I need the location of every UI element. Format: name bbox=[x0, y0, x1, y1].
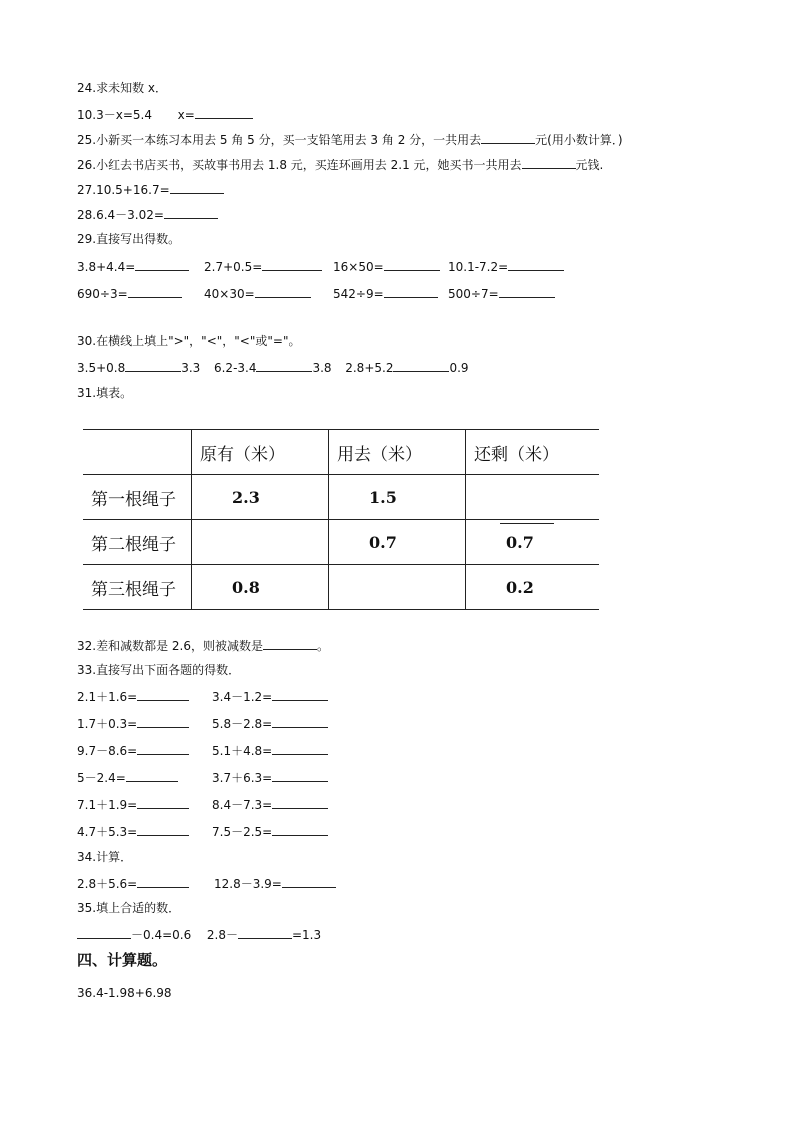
q31-title: 31.填表。 bbox=[77, 386, 133, 400]
q24-answer-blank[interactable] bbox=[195, 106, 253, 119]
q33-item: 3.7＋6.3= bbox=[212, 769, 328, 786]
q24-equation: 10.3－x=5.4 bbox=[77, 108, 152, 122]
q30-item-right: 0.9 bbox=[449, 361, 469, 375]
q36-text: 36.4-1.98+6.98 bbox=[77, 986, 172, 1000]
q32-answer-blank[interactable] bbox=[263, 637, 317, 650]
answer-blank[interactable] bbox=[135, 258, 189, 271]
q31-table bbox=[83, 429, 599, 610]
q30-item-right: 3.8 bbox=[312, 361, 332, 375]
q30-item-left: 2.8+5.2 bbox=[345, 361, 394, 375]
answer-blank[interactable] bbox=[137, 875, 189, 888]
q30-compare-blank[interactable] bbox=[393, 359, 449, 372]
q30-item-left: 3.5+0.8 bbox=[77, 361, 126, 375]
q29-title: 29.直接写出得数。 bbox=[77, 232, 181, 246]
q24-title: 24.求未知数 x． bbox=[77, 81, 168, 95]
answer-blank[interactable] bbox=[272, 715, 328, 728]
answer-blank[interactable] bbox=[282, 875, 336, 888]
table-cell: 0.7 bbox=[466, 520, 600, 565]
answer-blank[interactable] bbox=[508, 258, 564, 271]
q33-title: 33.直接写出下面各题的得数． bbox=[77, 663, 241, 677]
table-cell: 0.2 bbox=[466, 565, 600, 610]
q35-title: 35.填上合适的数． bbox=[77, 901, 181, 915]
q30-item-left: 6.2-3.4 bbox=[213, 361, 257, 375]
answer-blank[interactable] bbox=[137, 715, 189, 728]
q30-title: 30.在横线上填上">"，"<"，"<"或"="。 bbox=[77, 334, 301, 348]
table-cell: 2.3 bbox=[192, 475, 329, 520]
answer-blank[interactable] bbox=[272, 742, 328, 755]
q26-answer-blank[interactable] bbox=[522, 156, 576, 169]
answer-blank[interactable] bbox=[137, 742, 189, 755]
q26-line bbox=[77, 156, 603, 173]
answer-blank[interactable] bbox=[272, 688, 328, 701]
q32-text: 32.差和减数都是 2.6，则被减数是 bbox=[77, 639, 263, 653]
table-row bbox=[83, 520, 599, 565]
answer-blank[interactable] bbox=[499, 285, 555, 298]
table-header-cell: 用去（米） bbox=[329, 430, 466, 475]
q27-answer-blank[interactable] bbox=[170, 181, 224, 194]
table-cell: 1.5 bbox=[329, 475, 466, 520]
answer-blank[interactable] bbox=[384, 258, 440, 271]
q33-item: 3.4－1.2= bbox=[212, 688, 328, 705]
q33-item: 1.7＋0.3= bbox=[77, 715, 189, 732]
table-cell: 0.7 bbox=[329, 520, 466, 565]
q24-answer-prefix: x= bbox=[177, 108, 195, 122]
table-header-cell bbox=[83, 430, 192, 475]
q29-item: 3.8+4.4= bbox=[77, 258, 189, 275]
q29-item: 542÷9= bbox=[333, 285, 438, 302]
q26-text: 26.小红去书店买书，买故事书用去 1.8 元，买连环画用去 2.1 元，她买书一共用去 bbox=[77, 158, 522, 172]
q35-item1-text: －0.4=0.6 bbox=[131, 928, 192, 942]
q28-line bbox=[77, 206, 218, 223]
table-header-cell: 原有（米） bbox=[192, 430, 329, 475]
answer-blank[interactable] bbox=[262, 258, 322, 271]
table-row bbox=[83, 475, 599, 520]
answer-blank[interactable] bbox=[137, 688, 189, 701]
q32-line bbox=[77, 637, 329, 654]
q29-row-2 bbox=[77, 285, 677, 303]
table-cell: 0.8 bbox=[192, 565, 329, 610]
q33-item: 9.7－8.6= bbox=[77, 742, 189, 759]
q35-answer-blank-1[interactable] bbox=[77, 926, 131, 939]
q26-suffix: 元钱. bbox=[575, 158, 604, 172]
table-row-label: 第三根绳子 bbox=[83, 565, 192, 610]
answer-blank[interactable] bbox=[128, 285, 182, 298]
table-answer-cell[interactable] bbox=[466, 475, 600, 520]
q27-line bbox=[77, 181, 224, 198]
q33-grid bbox=[77, 688, 377, 848]
q34-item: 12.8－3.9= bbox=[214, 875, 336, 892]
answer-blank[interactable] bbox=[255, 285, 311, 298]
q30-line bbox=[77, 359, 469, 376]
q29-item: 2.7+0.5= bbox=[204, 258, 322, 275]
answer-blank[interactable] bbox=[137, 796, 189, 809]
q35-answer-blank-2[interactable] bbox=[238, 926, 292, 939]
q35-item2-suffix: =1.3 bbox=[291, 928, 322, 942]
answer-blank[interactable] bbox=[137, 823, 189, 836]
table-row-label: 第一根绳子 bbox=[83, 475, 192, 520]
q32-suffix: 。 bbox=[316, 639, 329, 653]
answer-blank[interactable] bbox=[272, 796, 328, 809]
q35-line bbox=[77, 926, 321, 943]
q33-item: 4.7＋5.3= bbox=[77, 823, 189, 840]
q29-item: 10.1-7.2= bbox=[448, 258, 564, 275]
stray-line bbox=[500, 523, 554, 524]
section-heading: 四、计算题。 bbox=[77, 951, 168, 969]
q24-line bbox=[77, 106, 253, 123]
answer-blank[interactable] bbox=[272, 823, 328, 836]
q30-compare-blank[interactable] bbox=[256, 359, 312, 372]
table-answer-cell[interactable] bbox=[329, 565, 466, 610]
q25-text: 25.小新买一本练习本用去 5 角 5 分，买一支铅笔用去 3 角 2 分，一共用去 bbox=[77, 133, 482, 147]
table-row bbox=[83, 565, 599, 610]
answer-blank[interactable] bbox=[126, 769, 178, 782]
q25-answer-blank[interactable] bbox=[481, 131, 535, 144]
q34-title: 34.计算． bbox=[77, 850, 133, 864]
q30-compare-blank[interactable] bbox=[125, 359, 181, 372]
q33-item: 7.1＋1.9= bbox=[77, 796, 189, 813]
q28-text: 28.6.4－3.02= bbox=[77, 208, 164, 222]
q33-item: 5－2.4= bbox=[77, 769, 178, 786]
q29-item: 500÷7= bbox=[448, 285, 555, 302]
q33-item: 8.4－7.3= bbox=[212, 796, 328, 813]
q35-item2-prefix: 2.8－ bbox=[206, 928, 238, 942]
q29-item: 690÷3= bbox=[77, 285, 182, 302]
q33-item: 2.1＋1.6= bbox=[77, 688, 189, 705]
q27-text: 27.10.5+16.7= bbox=[77, 183, 170, 197]
q29-row-1 bbox=[77, 258, 677, 276]
table-answer-cell[interactable] bbox=[192, 520, 329, 565]
q25-suffix: 元(用小数计算．) bbox=[535, 133, 623, 147]
table-row-label: 第二根绳子 bbox=[83, 520, 192, 565]
table-header-cell: 还剩（米） bbox=[466, 430, 600, 475]
q29-item: 16×50= bbox=[333, 258, 440, 275]
q33-item: 5.1＋4.8= bbox=[212, 742, 328, 759]
answer-blank[interactable] bbox=[272, 769, 328, 782]
q33-item: 7.5－2.5= bbox=[212, 823, 328, 840]
q30-item-right: 3.3 bbox=[181, 361, 201, 375]
answer-blank[interactable] bbox=[384, 285, 438, 298]
q29-item: 40×30= bbox=[204, 285, 311, 302]
table-header-row bbox=[83, 430, 599, 475]
q33-item: 5.8－2.8= bbox=[212, 715, 328, 732]
q28-answer-blank[interactable] bbox=[164, 206, 218, 219]
q34-item: 2.8＋5.6= bbox=[77, 875, 189, 892]
q25-line bbox=[77, 131, 623, 148]
